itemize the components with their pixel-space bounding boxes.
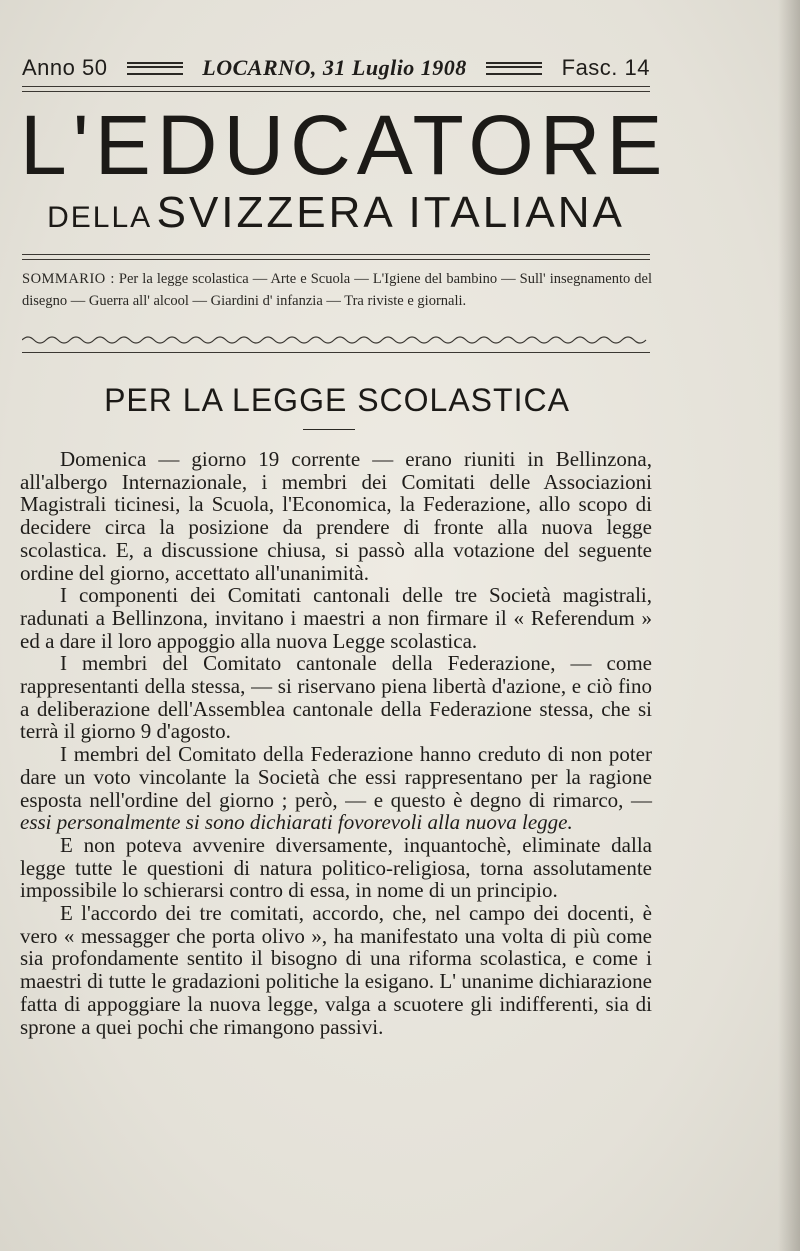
paragraph (20, 743, 652, 834)
masthead-fasc: Fasc. 14 (561, 55, 650, 80)
subtitle-della: DELLA (47, 201, 153, 234)
paragraph: Domenica — giorno 19 corrente — erano riuniti in Bellinzona, all'albergo Internazionale, i membri dei Comitati delle Associazioni Magistrali ticinesi, la Scuola, l'Economica, la Federazione, allo scopo di decidere circa la posizione da prendere di fronte alla nuova legge scolastica. E, a discussione chiusa, si passò alla votazione del seguente ordine del giorno, accettato all'unanimità. (20, 447, 652, 585)
journal-subtitle (20, 188, 652, 238)
masthead-divider (22, 86, 650, 87)
paragraph: E l'accordo dei tre comitati, accordo, che, nel campo dei docenti, è vero « messagger che porta olivo », ha manifestato una volta di più come sia profondamente sentito il bisogno di una riforma scolastica, e come i maestri di tutte le gradazioni politiche la esigano. L' unanime dichiarazione fatta di appoggiare la nuova legge, valga a scuotere gli indifferenti, sia di sprone a quei pochi che rimangono passivi. (20, 901, 652, 1039)
summary-label: SOMMARIO : (22, 271, 115, 287)
subtitle-divider (22, 254, 650, 255)
paragraph: I componenti dei Comitati cantonali delle tre Società magistrali, radunati a Bellinzona, invitano i maestri a non firmare il « Referendum » ed a dare il loro appoggio alla nuova Legge scolastica. (20, 583, 652, 653)
masthead-rule-right (486, 62, 542, 75)
paragraph-italic: essi personalmente si sono dichiarati fovorevoli alla nuova legge. (20, 810, 573, 835)
masthead (22, 52, 650, 84)
paragraph: E non poteva avvenire diversamente, inquantochè, eliminate dalla legge tutte le questioni di natura politico-religiosa, torna assolutamente impossibile lo schierarsi contro di essa, in nome di un principio. (20, 832, 652, 903)
page-edge-shadow (778, 0, 800, 1251)
paragraph: I membri del Comitato cantonale della Federazione, — come rappresentanti della stessa, — si riservano piena libertà d'azione, e ciò fino a deliberazione dell'Assemblea cantonale della Federazione stessa, che si terrà il giorno 9 d'agosto. (20, 651, 652, 744)
article-body (20, 448, 652, 1038)
subtitle-divider-2 (22, 259, 650, 260)
wavy-ornament (22, 332, 650, 348)
masthead-place-date: LOCARNO, 31 Luglio 1908 (202, 55, 467, 80)
ornament-divider (22, 352, 650, 353)
summary (22, 268, 652, 312)
masthead-anno: Anno 50 (22, 55, 108, 80)
journal-title: L'EDUCATORE (20, 98, 669, 192)
masthead-divider-2 (22, 91, 650, 92)
masthead-rule-left (127, 62, 183, 75)
paragraph-text: I membri del Comitato della Federazione hanno creduto di non poter dare un voto vincolante la Società che essi rappresentano per la ragione esposta nell'ordine del giorno ; però, — e questo è degno di rimarco, — (20, 742, 652, 812)
article-title: PER LA LEGGE SCOLASTICA (104, 382, 570, 418)
summary-text: Per la legge scolastica — Arte e Scuola — L'Igiene del bambino — Sull' insegnamento del disegno — Guerra all' alcool — Giardini d' infanzia — Tra riviste e giornali. (22, 271, 653, 309)
subtitle-svizzera: SVIZZERA ITALIANA (156, 188, 625, 237)
title-dash (303, 429, 355, 430)
